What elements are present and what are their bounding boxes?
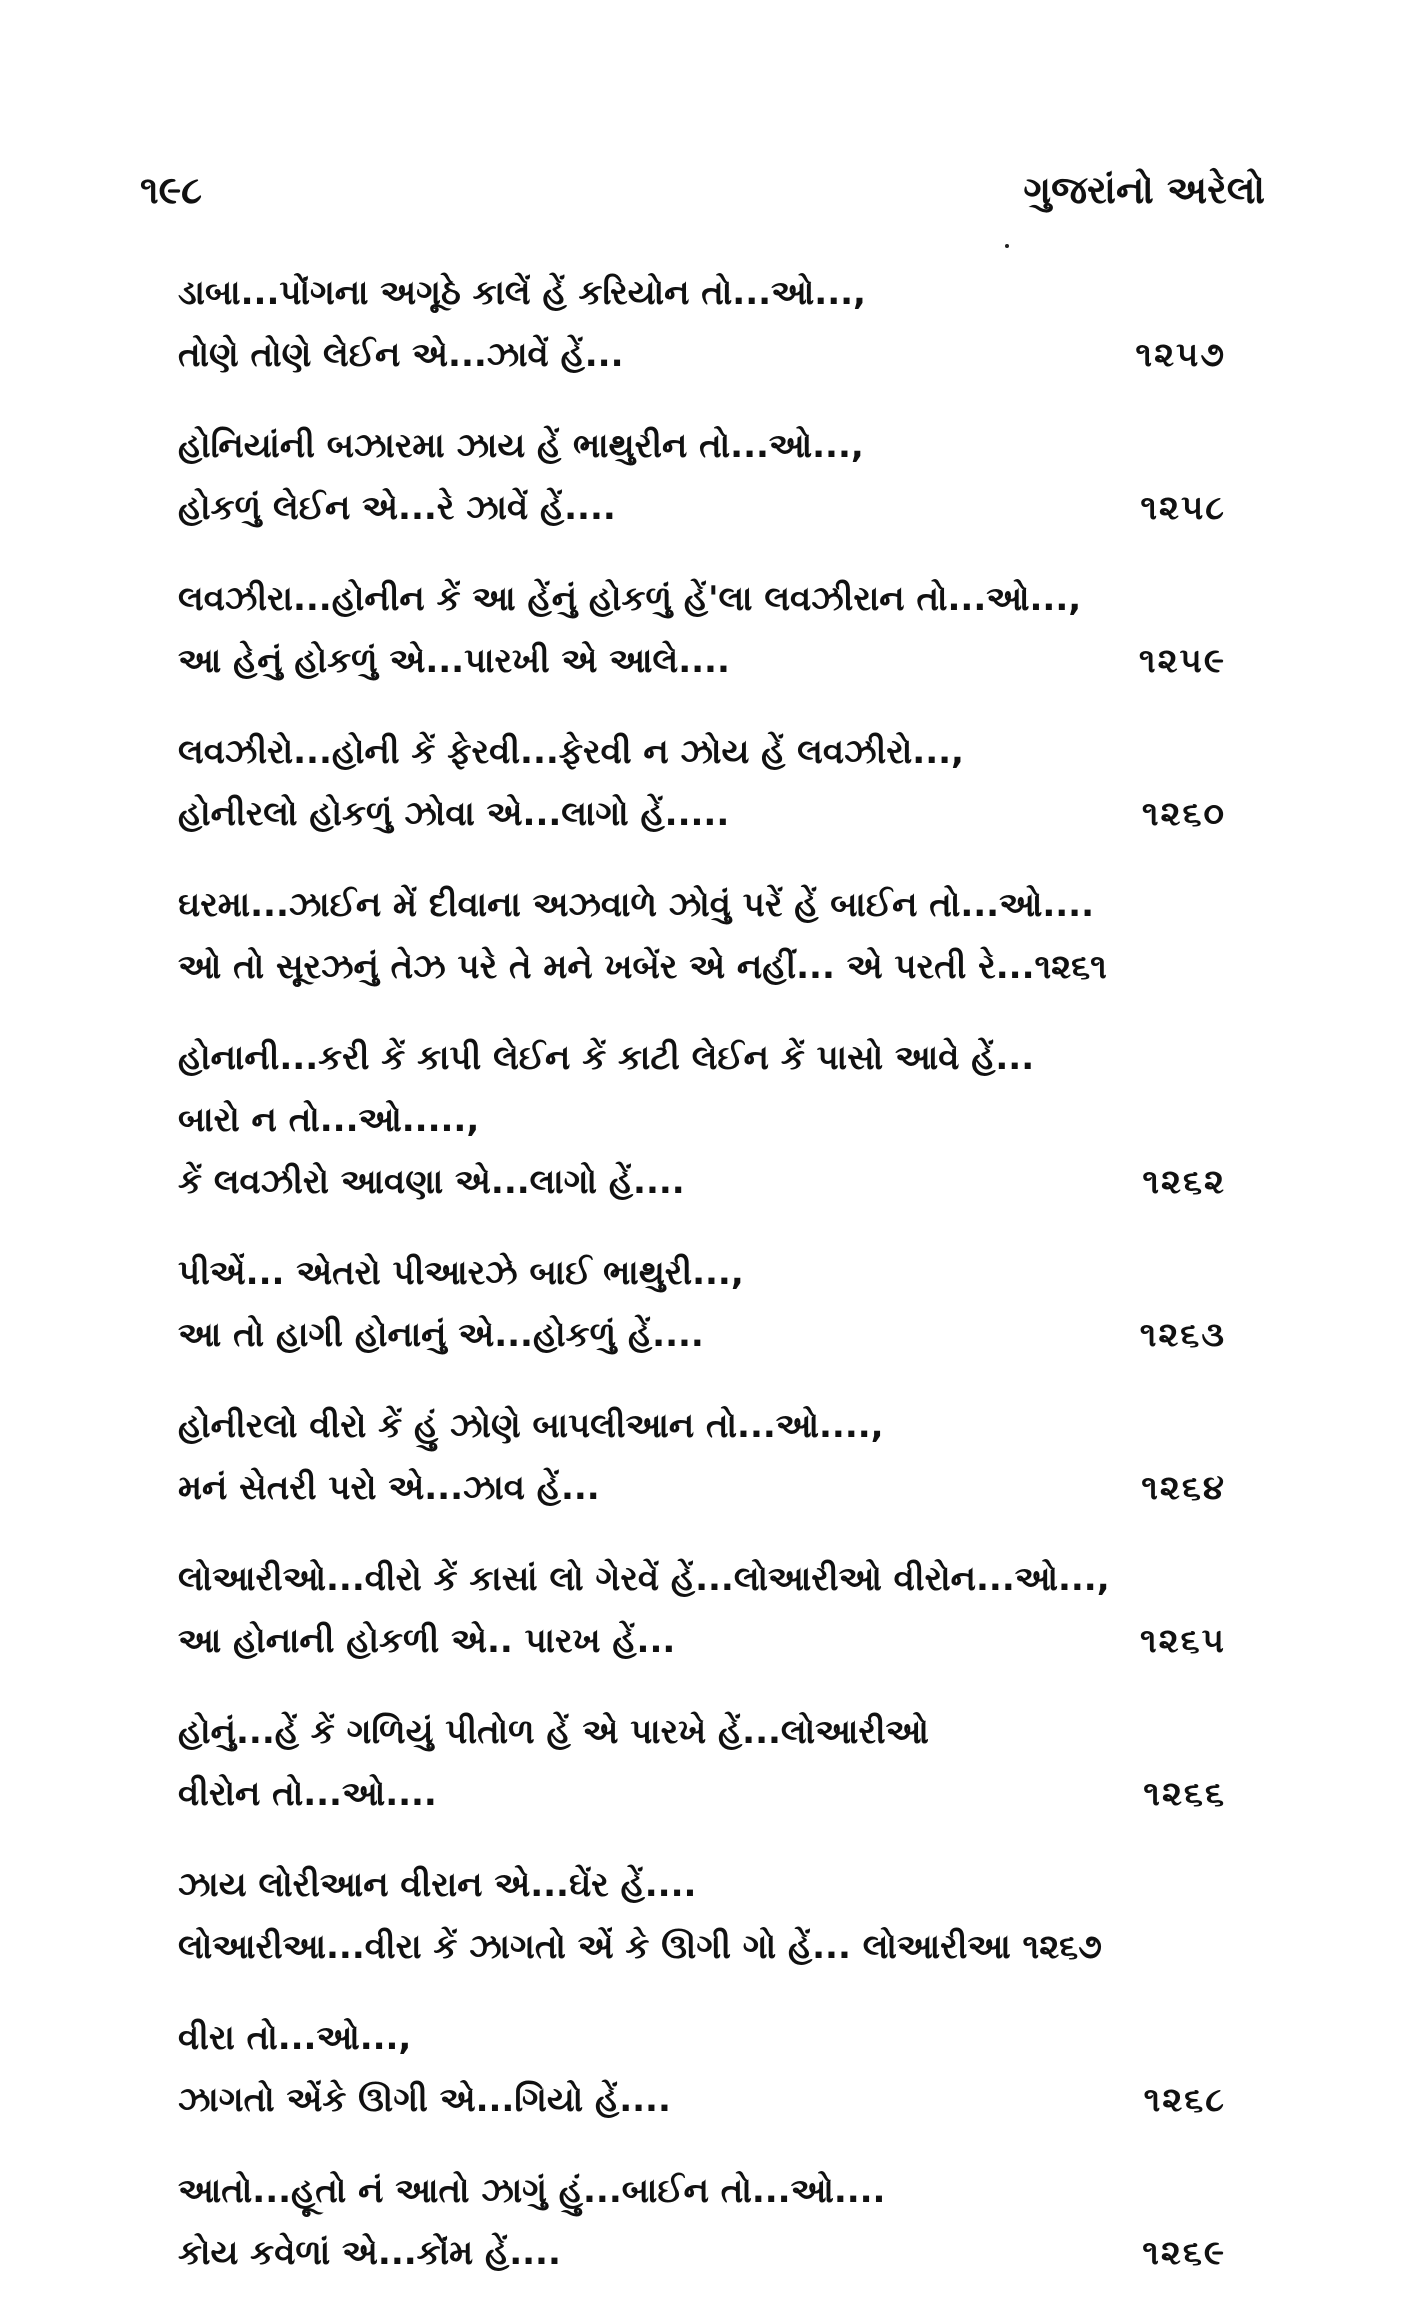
verse-number: ૧૨૬૦ <box>1141 794 1226 834</box>
verse-line <box>178 783 1288 845</box>
verse-line <box>178 415 1288 477</box>
verse-stanza <box>178 1701 1288 1825</box>
verse-line <box>178 1151 1288 1213</box>
verse-number: ૧૨૫૮ <box>1140 488 1226 528</box>
verse-line-text: લવઝીરા...હોનીન કેં આ હેંનું હોકળું હેં'લા લવઝીરાન તો...ઓ..., <box>178 579 1082 619</box>
verse-line <box>178 1089 1288 1151</box>
verse-number: ૧૨૫૭ <box>1135 335 1226 375</box>
verse-line-text: કોય કવેળાં એ...કોંમ હેં.... <box>178 2233 561 2273</box>
page-number: ૧૯૮ <box>140 168 203 212</box>
verse-line-text: તોણે તોણે લેઈન એ...ઝાવેં હેં... <box>178 335 624 375</box>
verse-line <box>178 1548 1288 1610</box>
verse-line <box>178 1916 1288 1978</box>
verse-stanza <box>178 1027 1288 1213</box>
verse-line-text: લોઆરીઆ...વીરા કેં ઝાગતો એં કે ઊગી ગો હેં... લોઆરીઆ ૧૨૬૭ <box>178 1927 1102 1967</box>
verse-stanza <box>178 568 1288 692</box>
verse-line-text: હોનિયાંની બઝારમા ઝાય હેં ભાથુરીન તો...ઓ..., <box>178 426 864 466</box>
verse-list <box>178 262 1288 2313</box>
verse-stanza <box>178 1548 1288 1672</box>
verse-line-text: હોનાની...કરી કેં કાપી લેઈન કેં કાટી લેઈન કેં પાસો આવે હેં... <box>178 1038 1035 1078</box>
verse-line-text: હોકળું લેઈન એ...રે ઝાવેં હેં.... <box>178 488 616 528</box>
verse-line-text: ઝાય લોરીઆન વીરાન એ...ઘેંર હેં.... <box>178 1865 697 1905</box>
verse-line <box>178 936 1288 998</box>
verse-stanza <box>178 262 1288 386</box>
verse-line <box>178 2069 1288 2131</box>
verse-line <box>178 568 1288 630</box>
verse-line <box>178 477 1288 539</box>
verse-line-text: હોનું...હેં કેં ગળિયું પીતોળ હેં એ પારખે હેં...લોઆરીઓ <box>178 1712 929 1752</box>
verse-line <box>178 2222 1288 2284</box>
verse-line <box>178 1242 1288 1304</box>
verse-line-text: લોઆરીઓ...વીરો કેં કાસાં લો ગેરવેં હેં...લોઆરીઓ વીરોન...ઓ..., <box>178 1559 1110 1599</box>
verse-line <box>178 1027 1288 1089</box>
verse-line-text: આ હોનાની હોકળી એ.. પારખ હેં... <box>178 1621 676 1661</box>
verse-stanza <box>178 721 1288 845</box>
verse-line <box>178 1701 1288 1763</box>
verse-line-text: હોનીરલો હોકળું ઝોવા એ...લાગો હેં..... <box>178 794 730 834</box>
verse-line <box>178 1304 1288 1366</box>
verse-stanza <box>178 2007 1288 2131</box>
verse-number: ૧૨૬૮ <box>1143 2080 1226 2120</box>
verse-number: ૧૨૬૪ <box>1141 1468 1226 1508</box>
verse-line <box>178 874 1288 936</box>
print-speck <box>1005 244 1009 248</box>
verse-line <box>178 1395 1288 1457</box>
verse-line-text: આતો...હૂતો નં આતો ઝાગું હું...બાઈન તો...ઓ.... <box>178 2171 886 2211</box>
verse-line <box>178 2160 1288 2222</box>
verse-stanza <box>178 1395 1288 1519</box>
verse-line-text: ઓ તો સૂરઝનું તેઝ પરે તે મને ખબેંર એ નહીં... એ પરતી રે...૧૨૬૧ <box>178 947 1107 987</box>
verse-line <box>178 1610 1288 1672</box>
verse-stanza <box>178 415 1288 539</box>
verse-line-text: બારો ન તો...ઓ....., <box>178 1100 480 1140</box>
verse-line-text: વીરા તો...ઓ..., <box>178 2018 412 2058</box>
verse-line-text: કેં લવઝીરો આવણા એ...લાગો હેં.... <box>178 1162 685 1202</box>
verse-line <box>178 1763 1288 1825</box>
verse-number: ૧૨૬૩ <box>1139 1315 1226 1355</box>
verse-stanza <box>178 1854 1288 1978</box>
verse-line-text: વીરોન તો...ઓ.... <box>178 1774 437 1814</box>
verse-number: ૧૨૬૬ <box>1143 1774 1226 1814</box>
verse-line <box>178 1457 1288 1519</box>
verse-line-text: આ હેનું હોકળું એ...પારખી એ આલે.... <box>178 641 730 681</box>
verse-line <box>178 324 1288 386</box>
verse-number: ૧૨૫૯ <box>1138 641 1226 681</box>
book-title: ગુજરાંનો અરેલો <box>1023 168 1265 212</box>
verse-stanza <box>178 1242 1288 1366</box>
verse-stanza <box>178 874 1288 998</box>
verse-number: ૧૨૬૫ <box>1140 1621 1226 1661</box>
verse-stanza <box>178 2160 1288 2284</box>
verse-line-text: આ તો હાગી હોનાનું એ...હોકળું હેં.... <box>178 1315 704 1355</box>
verse-line-text: લવઝીરો...હોની કેં ફેરવી...ફેરવી ન ઝોય હેં લવઝીરો..., <box>178 732 964 772</box>
verse-line-text: પીએં... એતરો પીઆરઝે બાઈ ભાથુરી..., <box>178 1253 744 1293</box>
verse-line <box>178 1854 1288 1916</box>
verse-line-text: હોનીરલો વીરો કેં હું ઝોણે બાપલીઆન તો...ઓ...., <box>178 1406 884 1446</box>
verse-line-text: ડાબા...પોંગના અગૂઠે કાલેં હેં કરિયોન તો...ઓ..., <box>178 273 866 313</box>
verse-line <box>178 721 1288 783</box>
verse-line <box>178 262 1288 324</box>
verse-number: ૧૨૬૨ <box>1142 1162 1226 1202</box>
verse-line <box>178 630 1288 692</box>
verse-number: ૧૨૬૯ <box>1142 2233 1226 2273</box>
verse-line-text: ઘરમા...ઝાઈન મેં દીવાના અઝવાળે ઝોવું પરેં હેં બાઈન તો...ઓ.... <box>178 885 1094 925</box>
verse-line-text: મનં સેતરી પરો એ...ઝાવ હેં... <box>178 1468 600 1508</box>
verse-line <box>178 2007 1288 2069</box>
verse-line-text: ઝાગતો એંકે ઊગી એ...ગિયો હેં.... <box>178 2080 671 2120</box>
running-head <box>140 168 1265 228</box>
